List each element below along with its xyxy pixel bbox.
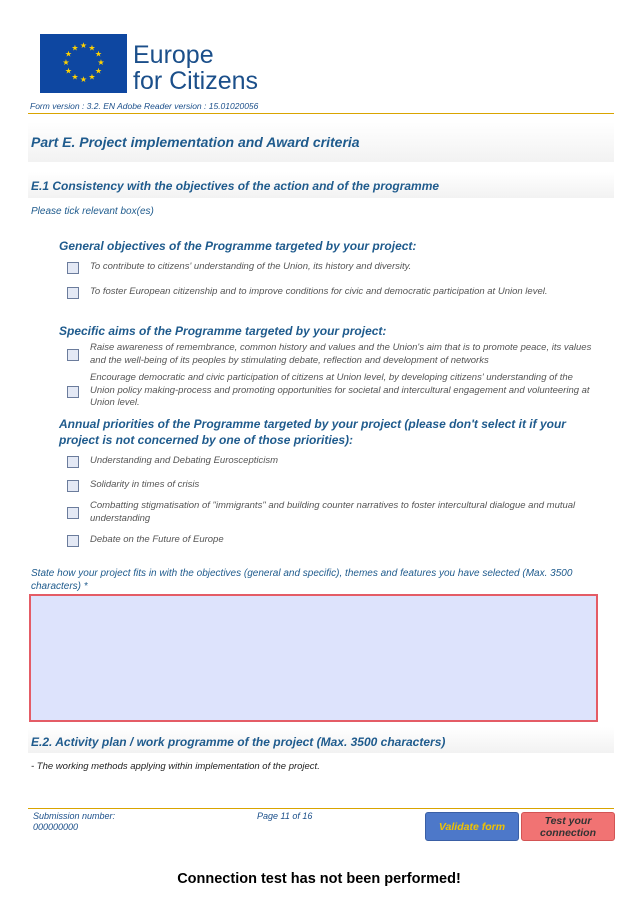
working-methods-note: - The working methods applying within implementation of the project.	[31, 761, 320, 772]
submission-number	[33, 811, 115, 833]
submission-value: 000000000	[33, 822, 79, 832]
svg-text:★: ★	[97, 58, 105, 67]
general-objective-checkbox-2[interactable]	[67, 287, 79, 299]
test-connection-button[interactable]	[521, 812, 615, 841]
test-connection-label: Test your connection	[539, 814, 596, 839]
tick-instruction: Please tick relevant box(es)	[31, 206, 154, 217]
svg-text:★: ★	[71, 43, 79, 53]
logo-line-1: Europe	[133, 41, 214, 69]
submission-label: Submission number:	[33, 811, 116, 821]
annual-priority-checkbox-2[interactable]	[67, 480, 79, 492]
annual-priority-label-1: Understanding and Debating Euroscepticism	[90, 455, 278, 466]
annual-priority-label-2: Solidarity in times of crisis	[90, 479, 200, 490]
svg-text:★: ★	[62, 58, 70, 67]
annual-priority-label-4: Debate on the Future of Europe	[90, 534, 224, 545]
header-divider	[28, 113, 614, 114]
eu-flag-logo	[40, 34, 127, 93]
statement-textarea[interactable]	[29, 594, 598, 722]
form-version: Form version : 3.2. EN Adobe Reader version : 15.01020056	[30, 101, 259, 111]
part-title: Part E. Project implementation and Award criteria	[31, 134, 360, 150]
programme-logo-text	[133, 42, 258, 94]
svg-text:★: ★	[88, 72, 96, 82]
svg-text:★: ★	[94, 49, 103, 59]
specific-aim-checkbox-1[interactable]	[67, 349, 79, 361]
section-e2-title: E.2. Activity plan / work programme of the project (Max. 3500 characters)	[31, 735, 446, 749]
annual-priority-label-3: Combatting stigmatisation of "immigrants" and building counter narratives to foster intercultural dialogue and mutual understanding	[90, 500, 576, 524]
specific-aim-label-1: Raise awareness of remembrance, common history and values and the Union's aim that is to promote peace, its values and the well-being of its peoples by stimulating debate, reflection and development of networks	[90, 342, 592, 366]
logo-line-2: for Citizens	[133, 67, 259, 95]
section-e1-title: E.1 Consistency with the objectives of the action and of the programme	[31, 179, 440, 193]
annual-priority-checkbox-3[interactable]	[67, 507, 79, 519]
svg-text:★: ★	[88, 43, 96, 53]
annual-priorities-title: Annual priorities of the Programme targeted by your project (please don't select it if your project is not concerned by one of those priorities):	[59, 417, 566, 447]
svg-text:★: ★	[64, 49, 73, 59]
svg-text:★: ★	[94, 66, 103, 76]
svg-text:★: ★	[71, 72, 79, 82]
specific-aim-checkbox-2[interactable]	[67, 386, 79, 398]
general-objective-checkbox-1[interactable]	[67, 262, 79, 274]
connection-status-message: Connection test has not been performed!	[177, 871, 461, 887]
general-objective-label-1: To contribute to citizens' understanding of the Union, its history and diversity.	[90, 261, 412, 272]
general-objective-label-2: To foster European citizenship and to improve conditions for civic and democratic participation at Union level.	[90, 286, 548, 297]
eu-stars-icon	[40, 34, 127, 93]
svg-text:★: ★	[79, 75, 88, 84]
specific-aim-label-2: Encourage democratic and civic participation of citizens at Union level, by developing citizens' understanding of the Union policy making-process and promoting opportunities for societal and intercultural engagement and volunteering at Union level.	[90, 372, 590, 408]
specific-aims-title: Specific aims of the Programme targeted by your project:	[59, 324, 387, 338]
validate-form-button[interactable]: Validate form	[425, 812, 519, 841]
svg-text:★: ★	[64, 66, 73, 76]
annual-priority-checkbox-4[interactable]	[67, 535, 79, 547]
footer-divider	[28, 808, 614, 809]
annual-priority-checkbox-1[interactable]	[67, 456, 79, 468]
page-indicator: Page 11 of 16	[257, 811, 313, 821]
general-objectives-title: General objectives of the Programme targeted by your project:	[59, 239, 417, 253]
svg-text:★: ★	[79, 41, 88, 50]
statement-label: State how your project fits in with the objectives (general and specific), themes and features you have selected (Max. 3500 characters) *	[31, 568, 573, 592]
